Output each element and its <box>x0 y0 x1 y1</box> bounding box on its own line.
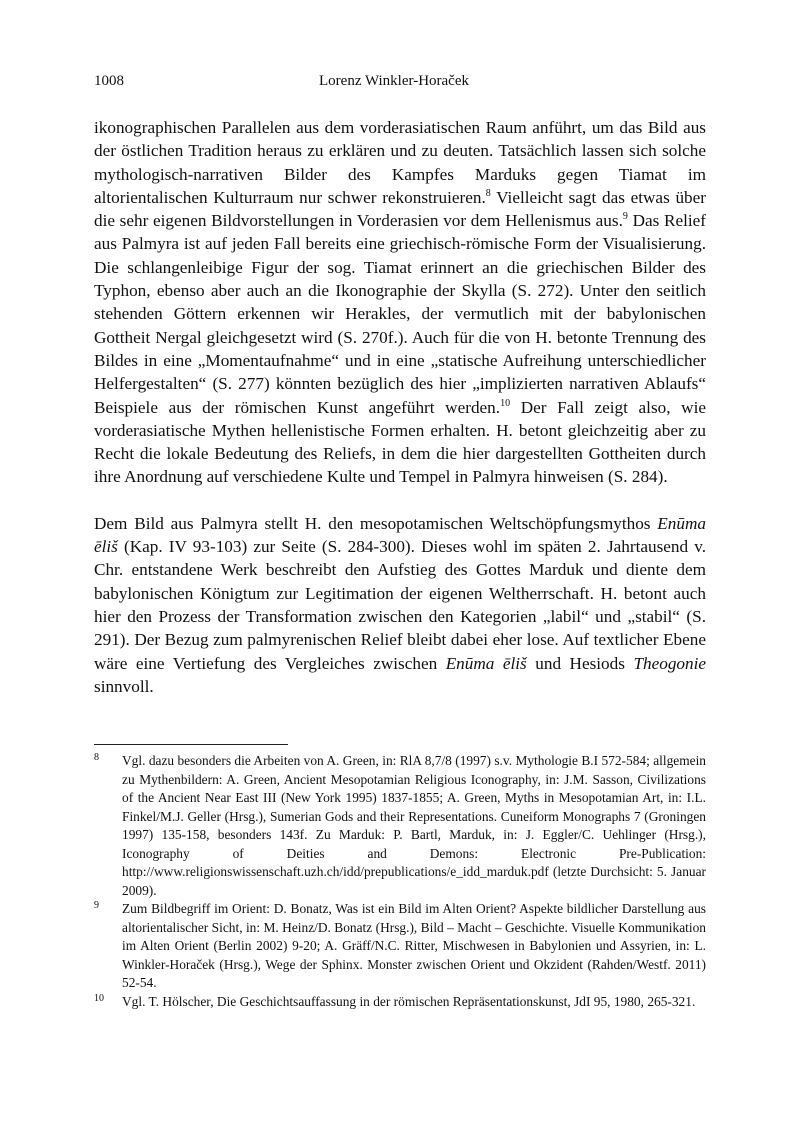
paragraph-1 <box>94 116 706 489</box>
footnote-text: Zum Bildbegriff im Orient: D. Bonatz, Was ist ein Bild im Alten Orient? Aspekte bildlicher Darstellung aus altorientalischer Sicht, in: M. Heinz/D. Bonatz (Hrsg.), Bild – Macht – Geschichte. Visuelle Kommunikation im Alten Orient (Berlin 2002) 9-20; A. Gräff/N.C. Ritter, Mischwesen in Babylonien und Assyrien, in: L. Winkler-Horaček (Hrsg.), Wege der Sphinx. Monster zwischen Orient und Okzident (Rahden/Westf. 2011) 52-54. <box>122 901 706 990</box>
footnote-number: 9 <box>94 900 99 911</box>
paragraph-1-text-b: Vielleicht sagt das etwas über die sehr eigenen Bildvorstellungen in Vorderasien vor dem Hellenismus aus. <box>94 187 707 231</box>
footnotes <box>94 752 706 1011</box>
title-enuma-elish-2: Enūma ēliš <box>445 653 527 673</box>
footnote-9 <box>94 900 706 993</box>
paragraph-2-text-b: (Kap. IV 93-103) zur Seite (S. 284-300). Dieses wohl im späten 2. Jahrtausend v. Chr. entstandene Werk beschreibt den Aufstieg des Gottes Marduk und diente dem babylonischen Königtum zur Legitimation der eigenen Weltherrschaft. H. betont auch hier den Prozess der Transformation zwischen den Kategorien „labil“ und „stabil“ (S. 291). Der Bezug zum palmyrenischen Relief bleibt dabei eher lose. Auf textlicher Ebene wäre eine Vertiefung des Vergleiches zwischen <box>94 537 706 673</box>
footnote-ref-8: 8 <box>485 187 491 199</box>
page-number: 1008 <box>94 73 124 89</box>
title-enuma-elish: Enūma ēliš <box>94 513 706 557</box>
paragraph-1-text-c: Das Relief aus Palmyra ist auf jeden Fall bereits eine griechisch-römische Form der Visualisierung. Die schlangenleibige Figur der sog. Tiamat erinnert an die griechischen Bilder des Typhon, ebenso aber auch an die Ikonographie der Skylla (S. 272). Unter den seitlich stehenden Göttern erkennen wir Herakles, der vermutlich mit der babylonischen Gottheit Nergal gleichgesetzt wird (S. 270f.). Auch für die von H. betonte Trennung des Bildes in eine „Momentaufnahme“ und in eine „statische Aufreihung unterschiedlicher Helfergestalten“ (S. 277) könnten bezüglich des hier „implizierten narrativen Ablaufs“ Beispiele aus der römischen Kunst angeführt werden. <box>94 211 706 417</box>
running-head: Lorenz Winkler-Horaček <box>319 73 469 89</box>
paragraph-2-text-d: sinnvoll. <box>94 676 154 696</box>
footnote-number: 8 <box>94 752 99 763</box>
footnote-separator <box>94 744 288 745</box>
paragraph-1-text-a: ikonographischen Parallelen aus dem vorderasiatischen Raum anführt, um das Bild aus der östlichen Tradition heraus zu erklären und zu deuten. Tatsächlich lassen sich solche mythologisch-narrativen Bilder des Kampfes Marduks gegen Tiamat im altorientalischen Kulturraum nur schwer rekonstruieren. <box>94 118 706 207</box>
paragraph-1-text-d: Der Fall zeigt also, wie vorderasiatische Mythen hellenistische Formen erhalten. H. betont gleichzeitig aber zu Recht die lokale Bedeutung des Reliefs, in dem die hier dargestellten Gottheiten durch ihre Anordnung auf verschiedene Kulte und Tempel in Palmyra hinweisen (S. 284). <box>94 397 706 487</box>
paragraph-2-text-c: und Hesiods <box>526 653 634 673</box>
footnote-text: Vgl. T. Hölscher, Die Geschichtsauffassung in der römischen Repräsentationskunst, JdI 95, 1980, 265-321. <box>122 993 696 1009</box>
footnote-number: 10 <box>94 992 104 1004</box>
title-theogonie: Theogonie <box>633 653 706 673</box>
footnote-10 <box>94 993 706 1012</box>
main-text <box>94 116 706 698</box>
footnote-8 <box>94 752 706 900</box>
page-header <box>94 73 694 95</box>
footnote-ref-9: 9 <box>622 211 628 223</box>
paragraph-2-text-a: Dem Bild aus Palmyra stellt H. den mesopotamischen Weltschöpfungsmythos <box>94 513 658 533</box>
footnote-text: Vgl. dazu besonders die Arbeiten von A. Green, in: RlA 8,7/8 (1997) s.v. Mythologie B.I 572-584; allgemein zu Mythenbildern: A. Green, Ancient Mesopotamian Religious Iconography, in: J.M. Sasson, Civilizations of the Ancient Near East III (New York 1995) 1837-1855; A. Green, Myths in Mesopotamian Art, in: I.L. Finkel/M.J. Geller (Hrsg.), Sumerian Gods and their Representations. Cuneiform Monographs 7 (Groningen 1997) 135-158, besonders 143f. Zu Marduk: P. Bartl, Marduk, in: J. Eggler/C. Uehlinger (Hrsg.), Iconography of Deities and Demons: Electronic Pre-Publication: http://www.religionswissenschaft.uzh.ch/idd/prepublications/e_idd_marduk.pdf (letzte Durchsicht: 5. Januar 2009). <box>122 753 706 898</box>
footnote-ref-10: 10 <box>500 397 511 409</box>
paragraph-2 <box>94 512 706 698</box>
